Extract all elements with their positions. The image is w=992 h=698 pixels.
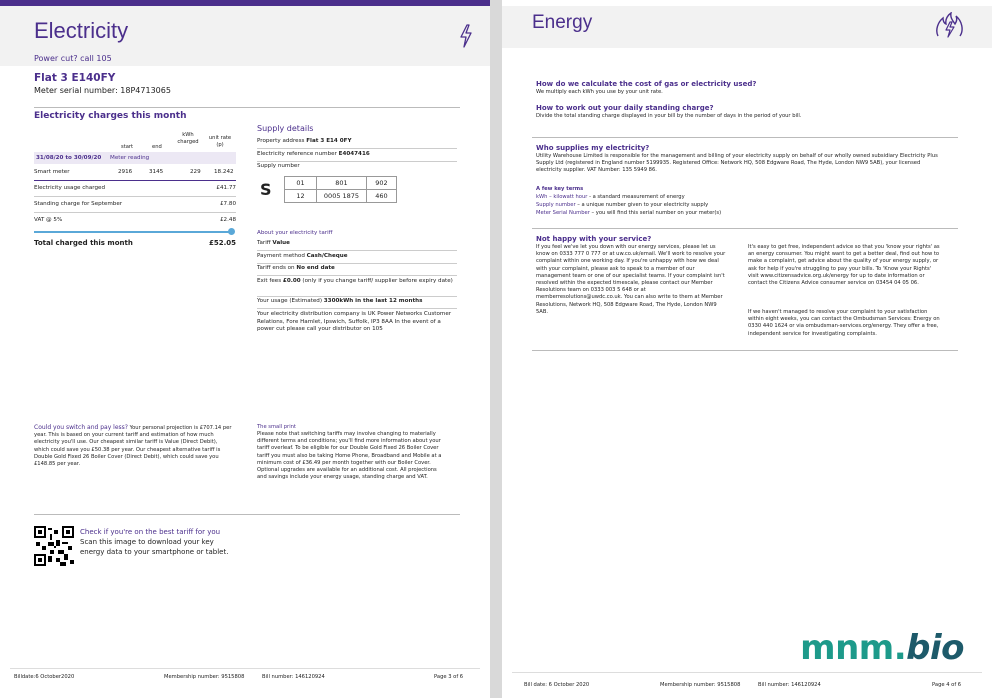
who-title: Who supplies my electricity? bbox=[536, 144, 650, 152]
watermark-logo: mnm.bio bbox=[800, 628, 964, 668]
footer-page: Page 3 of 6 bbox=[434, 674, 464, 680]
q2-body: Divide the total standing charge displayed in your bill by the number of days in the period of your bill. bbox=[536, 113, 802, 119]
footer-bill: Bill number: 146120924 bbox=[262, 674, 325, 680]
q2-title: How to work out your daily standing charge? bbox=[536, 104, 714, 112]
unhappy-right-2: If we haven't managed to resolve your complaint to your satisfaction within eight weeks, you can contact the Ombudsman Services: Energy on 0330 440 1624 or via ombudsman-services.org/energy. They offer a free, independent service for investigating complaints. bbox=[748, 309, 940, 337]
meter-row-end: 3145 bbox=[149, 169, 164, 175]
footer-date: Bill date: 6 October 2020 bbox=[524, 682, 590, 688]
total-marker bbox=[228, 228, 235, 235]
property-address: Flat 3 E140FY bbox=[34, 72, 116, 84]
small-print-body: Please note that switching tariffs may involve changing to materially different terms and conditions; you'll find more information about your tariff overleaf. To be eligible for our Double Gold Fixed 26 Boiler Cover tariff you must also be taking Home Phone, Broadband and Mobile at a minimum cost of £36.49 per month together with our Boiler Cover. Optional upgrades are available for an additional cost. All projections and savings include your energy usage, standing charge and VAT. bbox=[257, 431, 442, 481]
page-title: Energy bbox=[532, 12, 593, 33]
col-rate: unit rate (p) bbox=[208, 135, 232, 149]
terms-title: A few key terms bbox=[536, 186, 584, 192]
supply-number-grid: 01 801 902 12 0005 1875 460 bbox=[284, 176, 397, 203]
bill-page-4: Energy How do we calculate the cost of gas or electricity used? We multiply each kWh you use by your unit rate. How to work out your daily standing charge? Divide the total standing charge displayed in your bill by the number of days in the period of your bill. Who supplies my electricity? Utility Warehouse Limited is responsible for the management and billing of your electricity supply on behalf of our wholly owned subsidiary Electricity Plus Supply Ltd (registered in England number 5199935. Registered Office: Network HQ, 508 Edgware Road, The Hyde, London NW9 5AB), your licensed electricity supplier. VAT Number: 135 5949 86. A few key terms kWh – kilowatt hour - a standard measurement of energy Supply number – a unique number given to your electricity supply Meter Serial Number – you will find this serial number on your meter(s) Not happy with your service? If you feel we've let you down with our energy services, please let us know on 0333 777 0 777 or at uw.co.uk/email. We'll work to resolve your complaint within one working day. If you're unhappy with how we deal with your complaint, please ask to speak to a member of our management team or one of our specialist teams. If your complaint isn't resolved within the expected timescale, please contact our Member Resolutions team on 0333 003 5 648 or at memberresolutions@uwdc.co.uk. You can also write to them at Member Resolutions, Network HQ, 508 Edgware Road, The Hyde, London NW9 5AB. It's easy to get free, independent advice so that you 'know your rights' as an energy consumer. You might want to get a better deal, find out how to make a complaint, get advice about the quality of your energy supply, or ask for help if you're struggling to pay your bills. To 'Know your Rights' visit www.citizensadvice.org.uk/energy for up to date information or contact the Citizens Advice consumer service on 03454 04 05 06. If we haven't managed to resolve your complaint to your satisfaction within eight weeks, you can contact the Ombudsman Services: Energy on 0330 440 1624 or via ombudsman-services.org/energy. They offer a free, independent service for investigating complaints. Bill date: 6 October 2020 Membership number: 9515808 Bill number: 146120924 Page 4 of 6 bbox=[502, 0, 992, 698]
qr-title: Check if you're on the best tariff for you bbox=[80, 528, 221, 536]
bill-page-3: Electricity Power cut? call 105 Flat 3 E140FY Meter serial number: 18P4713065 Electricity charges this month start end kWh charged unit rate (p) 31/08/20 to 30/09/20 Meter reading Smart meter 2916 3145 229 18.242 Electricity usage charged £41.77 Standing charge for September £7.80 VAT @ 5% £2.48 Total charged this month £52.05 Supply details Property address Flat 3 E14 0FY Electricity reference number E4047416 Supply number S 01 801 902 12 0005 1875 460 About your electricity tariff Tariff Value Payment method Cash/Cheque Tariff ends on No end date Exit fees £0.00 (only if you change tariff/ supplier before expiry date) Your usage (Estimated) 3300kWh in the last 12 months Your electricity distribution company is UK Power Networks Customer Relations, Fore Hamlet, Ipswich, Suffolk, IP3 8AA In the event of a power cut please call your distributor on 105 Could you switch and pay less? Your personal projection is £707.14 per year. This is based on your current tariff and estimation of how much electricity you'll use. Our cheapest similar tariff is Value (Direct Debit), which could save you £50.38 per year. Our cheapest alternative tariff is Double Gold Fixed 26 Boiler Cover (Direct Debit), which could save you £148.85 per year. The small print Please note that switching tariffs may involve changing to materially different terms and conditions; you'll find more information about your tariff overleaf. To be eligible for our Double Gold Fixed 26 Boiler Cover tariff you must also be taking Home Phone, Broadband and Mobile at a minimum cost of £36.49 per month together with our Boiler Cover. Optional upgrades are available for an additional cost. All projections and savings include your energy usage, standing charge and VAT. Check if you're on the best tariff for you Scan this image to download your key energy data to your smartphone or tablet. Billdate:6 October2020 Membership number: 9515808 Bill number: 146120924 Page 3 of 6 bbox=[0, 0, 490, 698]
energy-icon bbox=[934, 12, 966, 40]
tariff-title: About your electricity tariff bbox=[257, 230, 333, 236]
ref-number: E4047416 bbox=[338, 151, 370, 157]
usage-value: 3300kWh in the last 12 months bbox=[323, 298, 423, 304]
page-header bbox=[502, 6, 992, 48]
qr-code-icon bbox=[34, 526, 74, 566]
tariff-ends: No end date bbox=[296, 265, 335, 271]
switch-title: Could you switch and pay less? bbox=[34, 424, 128, 431]
tariff-value: Value bbox=[272, 240, 290, 246]
power-cut-note: Power cut? call 105 bbox=[34, 54, 112, 63]
supply-property: Flat 3 E14 0FY bbox=[306, 138, 352, 144]
period-label: Meter reading bbox=[110, 155, 150, 161]
meter-serial: Meter serial number: 18P4713065 bbox=[34, 86, 171, 95]
footer-page: Page 4 of 6 bbox=[932, 682, 962, 688]
page-header bbox=[0, 6, 490, 66]
unhappy-right-1: It's easy to get free, independent advice so that you 'know your rights' as an energy consumer. You might want to get a better deal, find out how to make a complaint, get advice about the quality of your energy supply, or ask for help if you're struggling to pay your bills. To 'Know your Rights' visit www.citizensadvice.org.uk/energy for up to date information or contact the Citizens Advice consumer service on 03454 04 05 06. bbox=[748, 244, 940, 287]
total-value: £52.05 bbox=[208, 239, 236, 247]
payment-method: Cash/Cheque bbox=[306, 253, 348, 259]
supply-s: S bbox=[260, 180, 272, 199]
meter-row-kwh: 229 bbox=[190, 169, 201, 175]
line-usage-value: £41.77 bbox=[216, 185, 236, 191]
unhappy-left: If you feel we've let you down with our energy services, please let us know on 0333 777 0 777 or at uw.co.uk/email. We'll work to resolve your complaint within one working day. If you're unhappy with how we deal with your complaint, please ask to speak to a member of our management team or one of our specialist teams. If your complaint isn't resolved within the expected timescale, please contact our Member Resolutions team on 0333 003 5 648 or at memberresolutions@uwdc.co.uk. You can also write to them at Member Resolutions, Network HQ, 508 Edgware Road, The Hyde, London NW9 5AB. bbox=[536, 244, 726, 315]
line-usage-label: Electricity usage charged bbox=[34, 185, 106, 191]
switch-body: Your personal projection is £707.14 per year. This is based on your current tariff and estimation of how much electricity you'll use. Our cheapest similar tariff is Value (Direct Debit), which could save you £50.38 per year. Our cheapest alternative tariff is Double Gold Fixed 26 Boiler Cover (Direct Debit), which could save you £148.85 per year. bbox=[34, 425, 232, 468]
line-standing-label: Standing charge for September bbox=[34, 201, 123, 207]
supply-title: Supply details bbox=[257, 124, 314, 133]
meter-row-label: Smart meter bbox=[34, 169, 70, 175]
line-vat-value: £2.48 bbox=[219, 217, 236, 223]
supply-number-label: Supply number bbox=[257, 163, 300, 169]
footer-membership: Membership number: 9515808 bbox=[164, 674, 245, 680]
col-kwh: kWh charged bbox=[177, 132, 199, 146]
unhappy-title: Not happy with your service? bbox=[536, 235, 652, 243]
qr-body: Scan this image to download your key energy data to your smartphone or tablet. bbox=[80, 538, 229, 556]
footer-membership: Membership number: 9515808 bbox=[660, 682, 741, 688]
line-standing-value: £7.80 bbox=[219, 201, 236, 207]
small-print-title: The small print bbox=[257, 424, 296, 430]
col-end: end bbox=[152, 144, 162, 150]
total-label: Total charged this month bbox=[34, 239, 133, 247]
ref-label: Electricity reference number bbox=[257, 151, 337, 157]
q1-title: How do we calculate the cost of gas or electricity used? bbox=[536, 80, 757, 88]
meter-row-start: 2916 bbox=[118, 169, 133, 175]
who-body: Utility Warehouse Limited is responsible for the management and billing of your electricity supply on behalf of our wholly owned subsidiary Electricity Plus Supply Ltd (registered in England number 5199935. Registered Office: Network HQ, 508 Edgware Road, The Hyde, London NW9 5AB), your licensed electricity supplier. VAT Number: 135 5949 86. bbox=[536, 153, 938, 174]
exit-fees: £0.00 bbox=[282, 278, 301, 284]
footer-date: Billdate:6 October2020 bbox=[14, 674, 75, 680]
page-title: Electricity bbox=[34, 18, 129, 43]
charges-title: Electricity charges this month bbox=[34, 111, 187, 121]
distribution-note: Your electricity distribution company is UK Power Networks Customer Relations, Fore Hamlet, Ipswich, Suffolk, IP3 8AA In the event of a power cut please call your distributor on 105 bbox=[257, 311, 452, 333]
q1-body: We multiply each kWh you use by your unit rate. bbox=[536, 89, 663, 95]
billing-period: 31/08/20 to 30/09/20 bbox=[36, 155, 102, 161]
col-start: start bbox=[121, 144, 134, 150]
lightning-icon bbox=[458, 24, 474, 48]
footer-bill: Bill number: 146120924 bbox=[758, 682, 821, 688]
meter-row-rate: 18.242 bbox=[214, 169, 234, 175]
line-vat-label: VAT @ 5% bbox=[34, 217, 63, 223]
property-label: Property address bbox=[257, 138, 305, 144]
